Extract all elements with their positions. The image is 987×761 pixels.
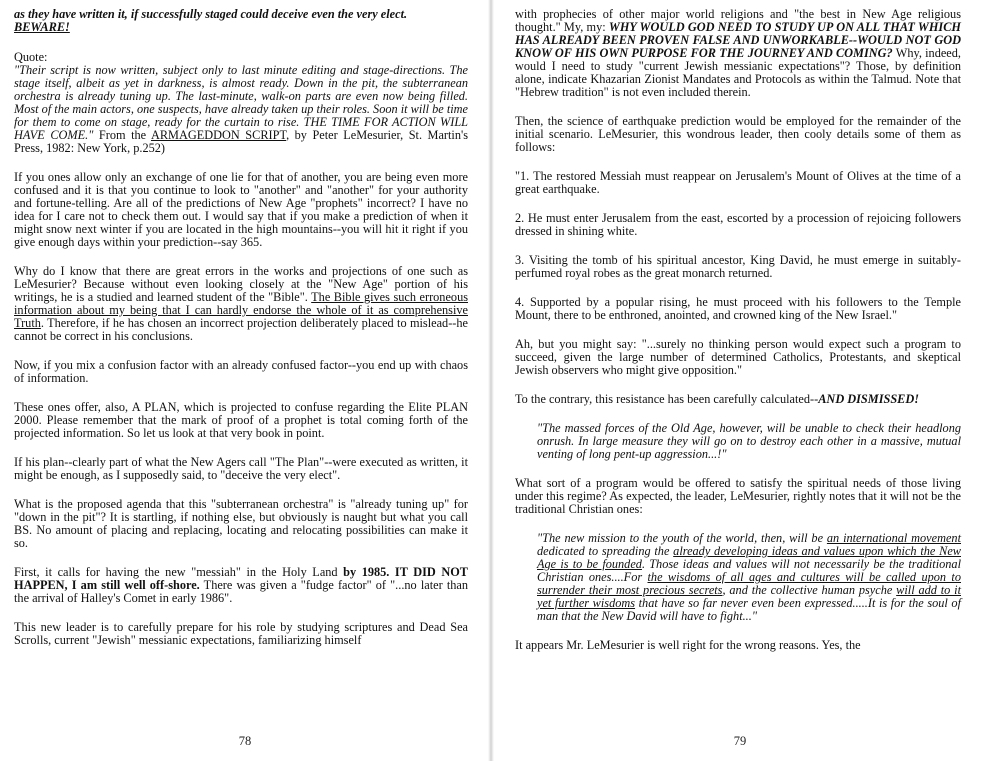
- citation-post: , by Peter LeMesurier, St. Martin's Press, 1982: New York, p.252): [14, 128, 468, 155]
- mission-underlined-2: already developing ideas and values upon which the New Age is to be founded: [537, 544, 961, 571]
- left-page-content: [14, 8, 468, 663]
- errors-text-a: Why do I know that there are great errors in the works and projections of one such as LeMesurier? Because without even looking closely at the "New Age" portion of his writings, he is a studied and learned student of the "Bible".: [14, 264, 468, 304]
- list-item-2: 2. He must enter Jerusalem from the east, escorted by a procession of rejoicing followers dressed in shining white.: [515, 211, 961, 238]
- paragraph-new-leader: This new leader is to carefully prepare for his role by studying scriptures and Dead Sea Scrolls, current "Jewish" messianic expectations, familiarizing himself: [14, 620, 468, 647]
- paragraph-opposition: Ah, but you might say: "...surely no thinking person would expect such a program to succeed, given the large number of determined Catholics, Protestants, and skeptical Jewish observers who might give opposition.": [515, 337, 961, 377]
- paragraph-agenda: What is the proposed agenda that this "subterranean orchestra" is "already tuning up" for "down in the pit"? It is startling, if nothing else, but obviously is naught but what you call BS. No amount of placing and replacing, locating and relocating possibilities can make it so.: [14, 497, 468, 550]
- prophecies-text-b: Why, indeed, would I need to study "current Jewish messianic expectations"? Those, by definition alone, indicate Khazarian Zionist Mandates and Protocols as within the Talmud. Note that "Hebrew tradition" is not even included therein.: [515, 46, 961, 99]
- paragraph-dismissed: [515, 393, 961, 406]
- quote-text: "Their script is now written, subject only to last minute editing and stage-directions. The stage itself, albeit as yet in darkness, is almost ready. Down in the pit, the subterranean orchestra is already tuning up. The last-minute, walk-on parts are even now being filled. Most of the main actors, one suspects, have already taken up their roles. Soon it will be time for them to come on stage, ready for the curtain to rise.: [14, 63, 469, 129]
- paragraph-messiah: [14, 566, 468, 605]
- list-item-1: "1. The restored Messiah must reappear on Jerusalem's Mount of Olives at the time of a great earthquake.: [515, 169, 961, 196]
- paragraph-earthquake: Then, the science of earthquake prediction would be employed for the remainder of the initial scenario. LeMesurier, this wondrous leader, then cooly details some of them as follows:: [515, 114, 961, 154]
- errors-text-b: . Therefore, if he has chosen an incorrect projection deliberately placed to mislead--he cannot be correct in his conclusions.: [14, 316, 468, 343]
- mission-underlined-4: will add to it yet further wisdoms: [537, 583, 961, 610]
- paragraph-plan: These ones offer, also, A PLAN, which is projected to confuse regarding the Elite PLAN 2000. Please remember that the mark of proof of a prophet is total coming forth of the projected information. So let us look at that very book in point.: [14, 400, 468, 440]
- intro-text: as they have written it, if successfully staged could deceive even the very elect.: [14, 7, 408, 21]
- paragraph-errors: [14, 265, 468, 343]
- mission-text-a: "The new mission to the youth of the world, then, will be: [537, 531, 827, 545]
- mission-underlined-1: an international movement: [826, 531, 961, 545]
- mission-underlined-3: the wisdoms of all ages and cultures will be called upon to surrender their most precious secrets: [537, 570, 961, 597]
- mission-text-e: that have so far never even been expressed.....It is for the soul of man that the New David will have to fight...": [537, 596, 961, 623]
- right-page: [493, 0, 987, 761]
- citation-pre: From the: [98, 128, 147, 142]
- mission-text-c: . Those ideas and values will not necessarily be the traditional Christian ones....For: [537, 557, 961, 584]
- prophecies-text-a: with prophecies of other major world religions and "the best in New Age religious thought." My, my:: [515, 7, 961, 34]
- beware-text: BEWARE!: [14, 20, 70, 34]
- right-page-content: [515, 8, 961, 668]
- quote-caps: THE TIME FOR ACTION WILL HAVE COME.: [14, 115, 468, 142]
- list-item-3: 3. Visiting the tomb of his spiritual ancestor, King David, he must emerge in suitably-perfumed royal robes as the great monarch returned.: [515, 253, 961, 280]
- quote-close: ": [88, 128, 94, 142]
- errors-underlined: The Bible gives such erroneous information about my being that I can hardly endorse the whole of it as comprehensive Truth: [14, 290, 468, 330]
- quote-label: Quote:: [14, 50, 48, 64]
- paragraph-closing: It appears Mr. LeMesurier is well right for the wrong reasons. Yes, the: [515, 638, 861, 652]
- messiah-bold: by 1985. IT DID NOT HAPPEN, I am still well off-shore.: [14, 565, 468, 592]
- page-number-right: 79: [733, 734, 747, 748]
- page-number-left: 78: [238, 734, 252, 748]
- citation-title: ARMAGEDDON SCRIPT: [150, 128, 287, 142]
- list-item-4: 4. Supported by a popular rising, he must proceed with his followers to the Temple Mount, there to be enthroned, anointed, and crowned king of the New Israel.": [515, 295, 961, 322]
- paragraph-program: What sort of a program would be offered to satisfy the spiritual needs of those living under this regime? As expected, the leader, LeMesurier, rightly notes that it will not be the traditional Christian ones:: [515, 476, 961, 516]
- intro-line: [14, 8, 468, 21]
- quote-new-mission: [515, 532, 961, 623]
- quote-massed-forces: "The massed forces of the Old Age, however, will be unable to check their headlong onrush. In large measure they will go on to destroy each other in a massive, mutual venting of long pent-up aggression...!": [537, 421, 961, 461]
- paragraph-predictions: If you ones allow only an exchange of one lie for that of another, you are being even more confused and it is that you continue to look to "another" and "another" for your authority and fortune-telling. Are all of the predictions of New Age "prophets" incorrect? I have no idea for I care not to check them out. I would say that if you make a prediction of when it might snow next winter if you are located in the high mountains--you will hit it right if you give enough days within your prediction--say 365.: [14, 170, 468, 249]
- prophecies-emphasis: WHY WOULD GOD NEED TO STUDY UP ON ALL THAT WHICH HAS ALREADY BEEN PROVEN FALSE AND UNWORKABLE--WOULD NOT GOD KNOW OF HIS OWN PURPOSE FOR THE JOURNEY AND COMING?: [515, 20, 961, 60]
- messiah-text-a: First, it calls for having the new "messiah" in the Holy Land: [14, 565, 344, 579]
- paragraph-confusion: Now, if you mix a confusion factor with an already confused factor--you end up with chaos of information.: [14, 358, 468, 385]
- dismissed-text: To the contrary, this resistance has been carefully calculated--: [515, 392, 819, 406]
- paragraph-the-plan: If his plan--clearly part of what the New Agers call "The Plan"--were executed as written, it might be enough, as I supposedly said, to "deceive the very elect".: [14, 455, 468, 482]
- messiah-text-b: There was given a "fudge factor" of "...no later than the arrival of Halley's Comet in early 1986".: [14, 578, 468, 605]
- beware-line: [14, 21, 468, 34]
- opening-quote: [14, 64, 468, 155]
- mission-text-d: , and the collective human psyche: [722, 583, 897, 597]
- paragraph-prophecies: [515, 8, 961, 99]
- dismissed-emphasis: AND DISMISSED!: [818, 392, 920, 406]
- mission-text-b: dedicated to spreading the: [537, 544, 674, 558]
- left-page: [0, 0, 490, 761]
